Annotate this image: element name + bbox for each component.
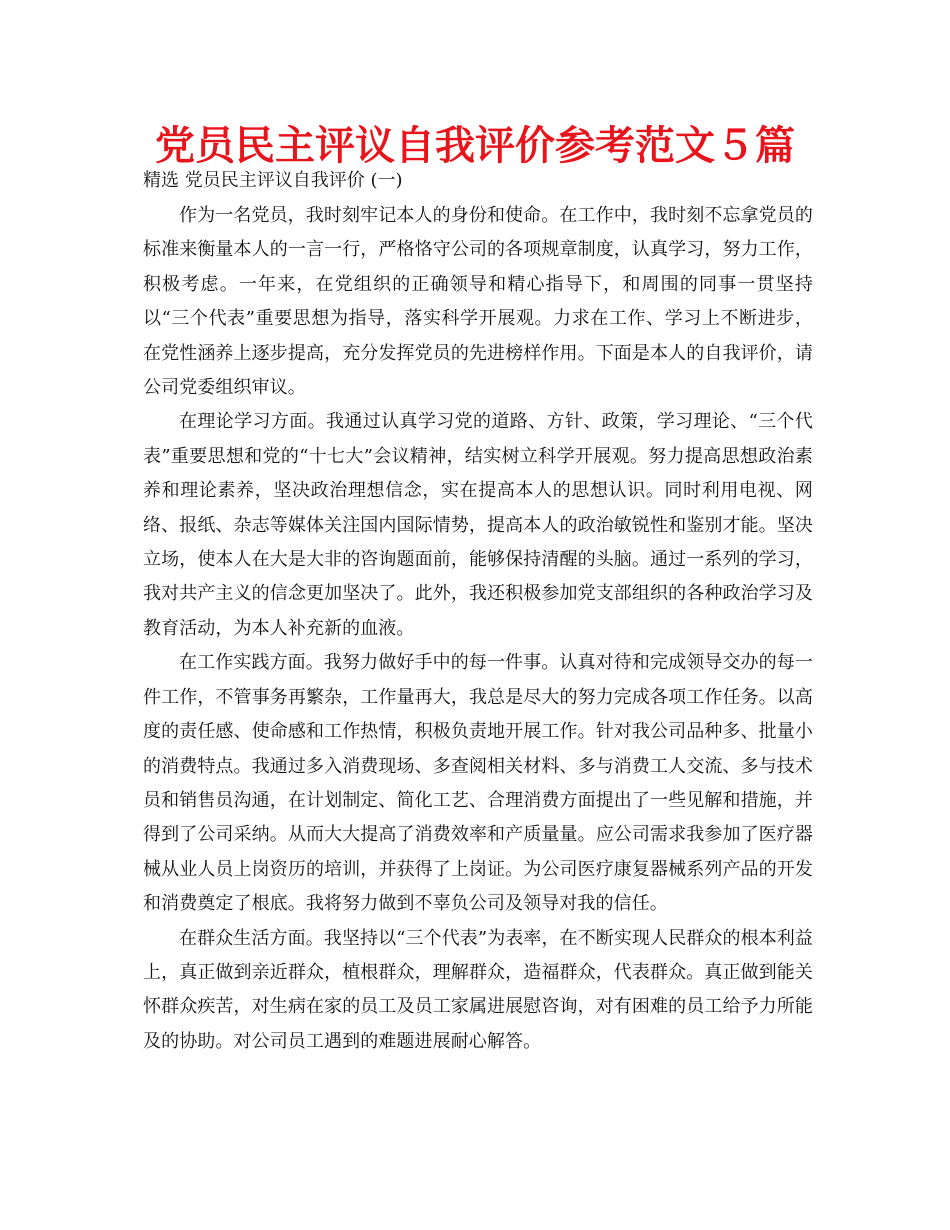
paragraph-mass-life: 在群众生活方面。我坚持以“三个代表”为表率，在不断实现人民群众的根本利益上，真正做到亲近群众，植根群众，理解群众，造福群众，代表群众。真正做到能关怀群众疾苦，对生病在家的员工及员工家属进展慰咨询，对有困难的员工给予力所能及的协助。对公司员工遇到的难题进展耐心解答。 (143, 927, 814, 1052)
paragraph-intro: 作为一名党员，我时刻牢记本人的身份和使命。在工作中，我时刻不忘拿党员的标准来衡量本人的一言一行，严格恪守公司的各项规章制度，认真学习，努力工作，积极考虑。一年来，在党组织的正确领导和精心指导下，和周围的同事一贯坚持以“三个代表”重要思想为指导，落实科学开展观。力求在工作、学习上不断进步，在党性涵养上逐步提高，充分发挥党员的先进榜样作用。下面是本人的自我评价，请公司党委组织审议。 (143, 205, 813, 399)
document-body (143, 199, 813, 1059)
paragraph-theory-study: 在理论学习方面。我通过认真学习党的道路、方针、政策，学习理论、“三个代表”重要思想和党的“十七大”会议精神，结实树立科学开展观。努力提高思想政治素养和理论素养，坚决政治理想信念，实在提高本人的思想认识。同时利用电视、网络、报纸、杂志等媒体关注国内国际情势，提高本人的政治敏锐性和鉴别才能。坚决立场，使本人在大是大非的咨询题面前，能够保持清醒的头脑。通过一系列的学习，我对共产主义的信念更加坚决了。此外，我还积极参加党支部组织的各种政治学习及教育活动，为本人补充新的血液。 (143, 411, 813, 639)
document-title: 党员民主评议自我评价参考范文５篇 (155, 123, 795, 169)
paragraph-work-practice: 在工作实践方面。我努力做好手中的每一件事。认真对待和完成领导交办的每一件工作，不管事务再繁杂，工作量再大，我总是尽大的努力完成各项工作任务。以高度的责任感、使命感和工作热情，积极负责地开展工作。针对我公司品种多、批量小的消费特点。我通过多入消费现场、多查阅相关材料、多与消费工人交流、多与技术员和销售员沟通，在计划制定、简化工艺、合理消费方面提出了一些见解和措施，并得到了公司采纳。从而大大提高了消费效率和产质量量。应公司需求我参加了医疗器械从业人员上岗资历的培训，并获得了上岗证。为公司医疗康复器械系列产品的开发和消费奠定了根底。我将努力做到不辜负公司及领导对我的信任。 (143, 652, 813, 915)
document-subtitle: 精选 党员民主评议自我评价 (一) (143, 170, 403, 191)
